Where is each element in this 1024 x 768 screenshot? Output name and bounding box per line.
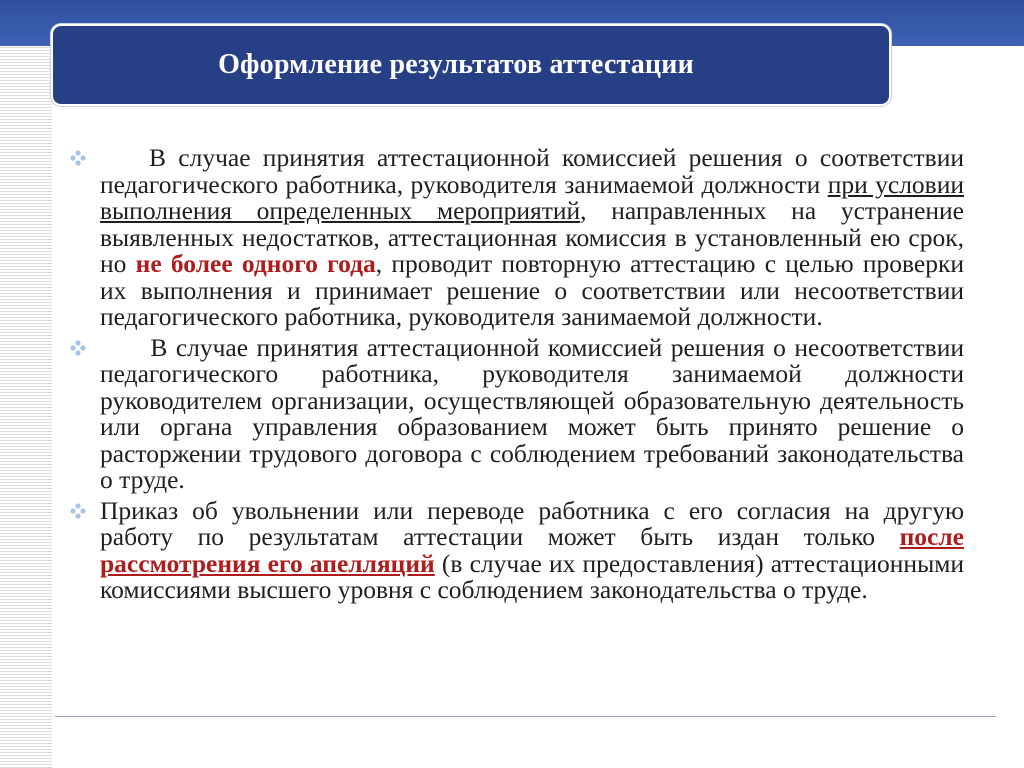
- bullet-1-text-c: , проводит повторную аттестацию с целью проверки их выполнения и принимает решение о соответствии или несоответствии педагогического работника, руководителя занимаемой должности.: [100, 249, 964, 331]
- title-banner: [53, 26, 889, 104]
- diamond-bullet-icon: [68, 338, 88, 358]
- bullet-1-highlight: не более одного года: [135, 249, 376, 278]
- bullet-1-indent: [100, 143, 149, 172]
- bullet-1-underlined-text: при условии выполнения определенных мероприятий: [100, 169, 964, 225]
- bullet-item-3: [66, 495, 964, 604]
- footer-divider: [55, 716, 996, 717]
- slide-title: Оформление результатов аттестации: [218, 49, 694, 80]
- left-stripe-decoration: [0, 0, 52, 768]
- bullet-3-text-a: Приказ об увольнении или переводе работника с его согласия на другую работу по результатам аттестации может быть издан только: [100, 495, 964, 551]
- bullet-1-text-b: , направленных на устранение выявленных недостатков, аттестационная комиссия в установленный ею срок, но: [100, 196, 964, 278]
- diamond-bullet-icon: [68, 501, 88, 521]
- diamond-bullet-icon: [68, 148, 88, 168]
- bullet-2-text: В случае принятия аттестационной комиссией решения о несоответствии педагогического работника, руководителя занимаемой должности руководителем организации, осуществляющей образовательную деятельность или органа управления образованием может быть принято решение о расторжении трудового договора с соблюдением требований законодательства о труде.: [100, 332, 964, 494]
- bullet-1-text-a: В случае принятия аттестационной комиссией решения о соответствии педагогического работника, руководителя занимаемой должности: [100, 143, 965, 199]
- bullet-3-highlight: после рассмотрения его апелляций: [100, 522, 964, 578]
- bullet-item-1: [66, 145, 964, 331]
- bullet-item-2: [66, 332, 964, 494]
- bullet-2-indent: [100, 333, 150, 362]
- bullet-3-text-b: (в случае их предоставления) аттестационными комиссиями высшего уровня с соблюдением законодательства о труде.: [100, 548, 964, 604]
- slide-body: [66, 145, 964, 604]
